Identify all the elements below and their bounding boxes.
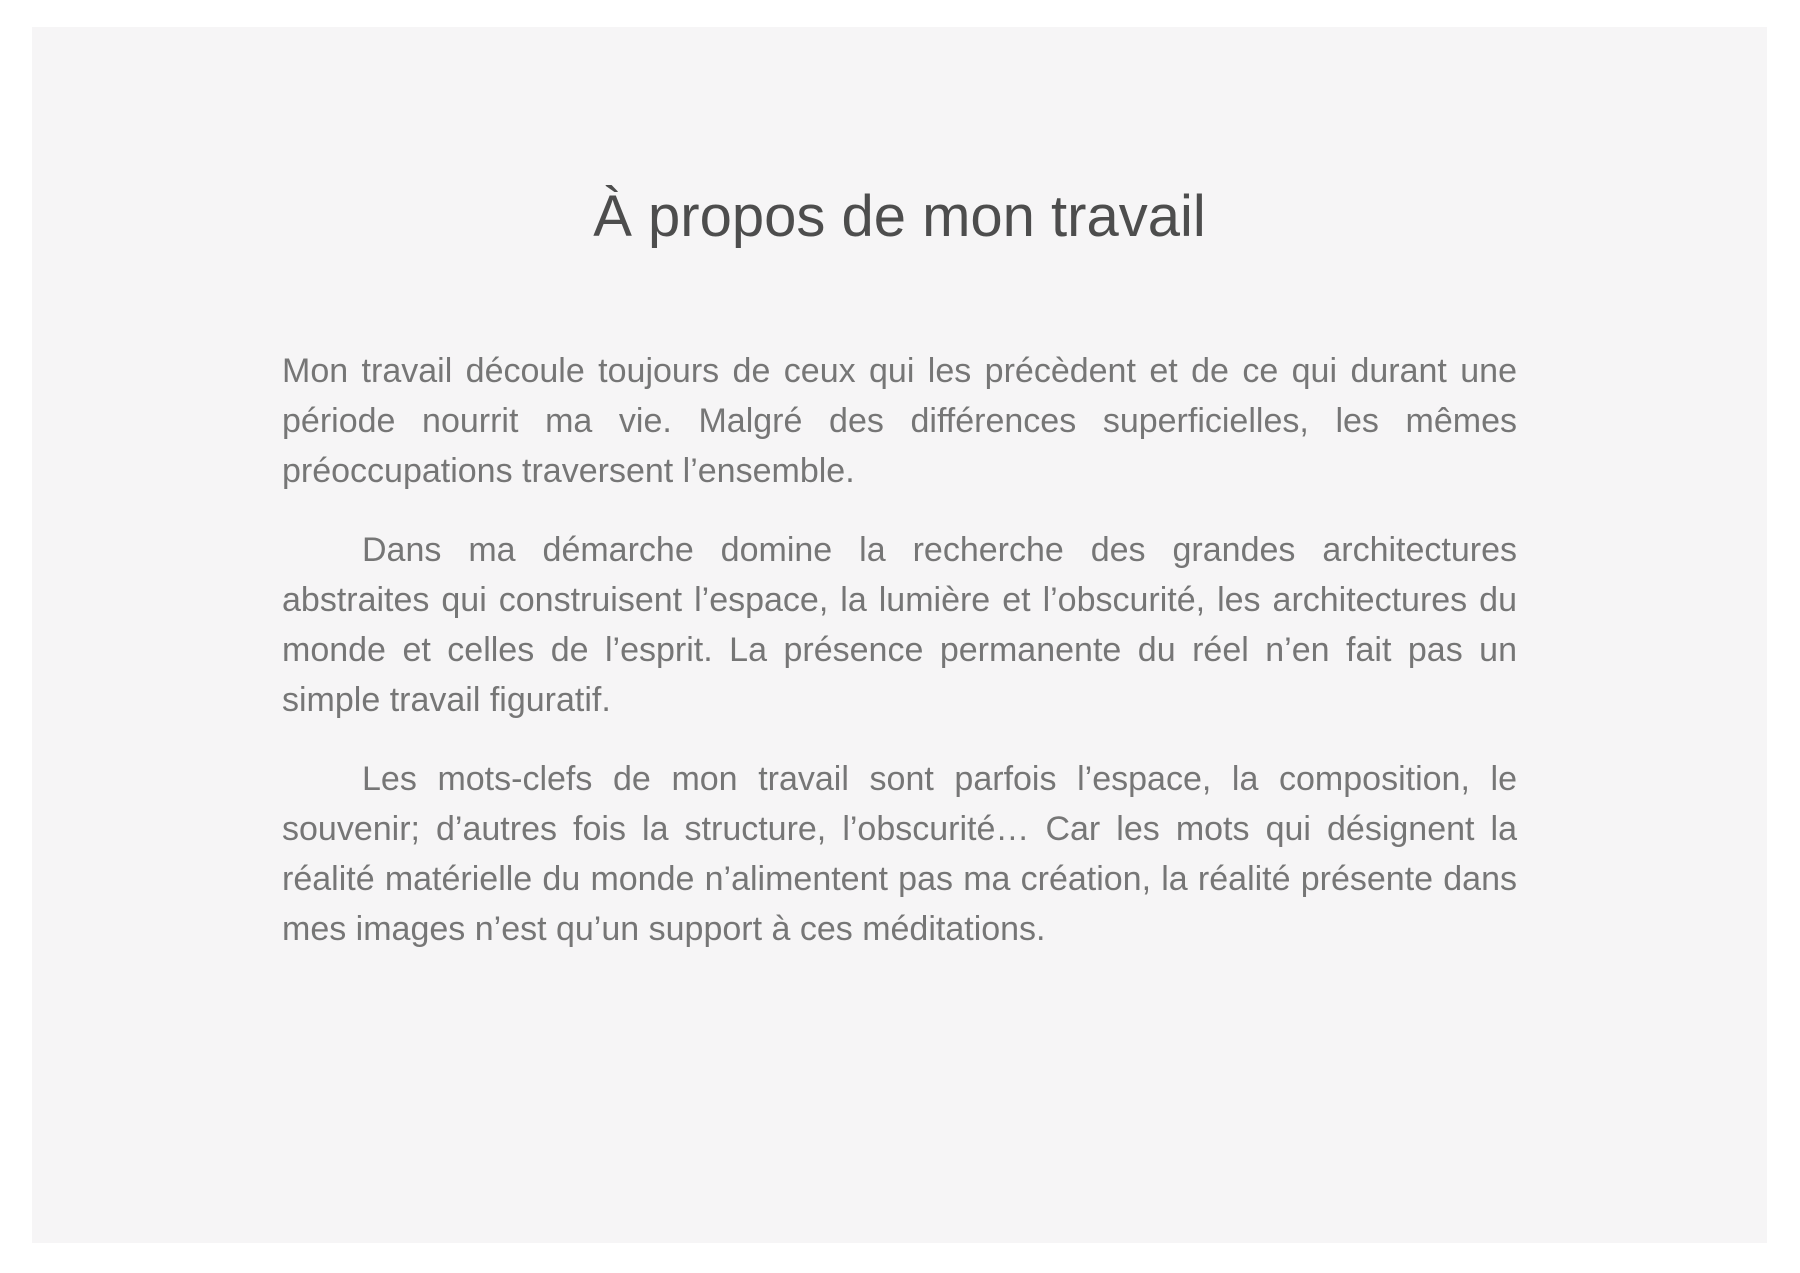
text-column (282, 346, 1517, 954)
paragraph-intro: Mon travail découle toujours de ceux qui les précèdent et de ce qui durant une période nourrit ma vie. Malgré des différences superficielles, les mêmes préoccupations traversent l’ensemble. (282, 352, 1517, 490)
page-title: À propos de mon travail (593, 184, 1206, 249)
paragraph-demarche: Dans ma démarche domine la recherche des grandes architectures abstraites qui construisent l’espace, la lumière et l’obscurité, les architectures du monde et celles de l’esprit. La présence permanente du réel n’en fait pas un simple travail figuratif. (282, 531, 1517, 719)
content-panel (32, 27, 1767, 1243)
paragraph-mots-clefs: Les mots-clefs de mon travail sont parfois l’espace, la composition, le souvenir; d’autres fois la structure, l’obscurité… Car les mots qui désignent la réalité matérielle du monde n’alimentent pas ma création, la réalité présente dans mes images n’est qu’un support à ces méditations. (282, 760, 1517, 948)
